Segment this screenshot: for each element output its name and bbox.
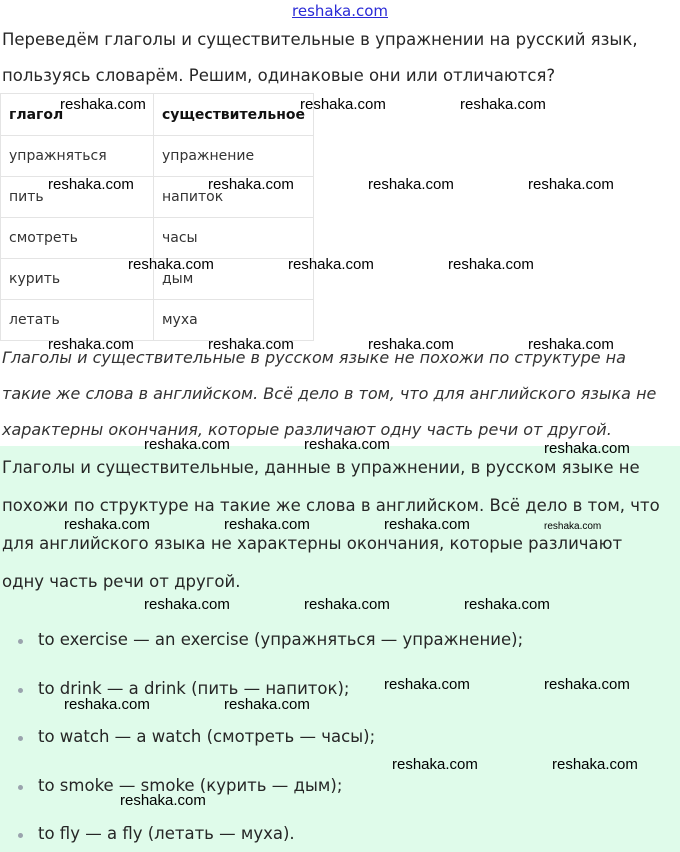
list-item: to watch — a watch (смотреть — часы);: [38, 727, 376, 746]
watermark: reshaka.com: [544, 521, 602, 532]
site-link[interactable]: reshaka.com: [292, 2, 388, 20]
table-row: [1, 136, 314, 177]
noun-cell: дым: [154, 259, 314, 300]
watermark: reshaka.com: [224, 696, 310, 713]
intro-line-1: Переведём глаголы и существительные в упражнении на русский язык,: [2, 30, 638, 49]
watermark: reshaka.com: [384, 676, 470, 693]
intro-line-2: пользуясь словарём. Решим, одинаковые они или отличаются?: [2, 66, 556, 85]
watermark: reshaka.com: [48, 176, 134, 193]
watermark: reshaka.com: [144, 436, 230, 453]
noun-cell: упражнение: [154, 136, 314, 177]
watermark: reshaka.com: [528, 336, 614, 353]
watermark: reshaka.com: [304, 436, 390, 453]
watermark: reshaka.com: [448, 256, 534, 273]
list-item: to exercise — an exercise (упражняться — упражнение);: [38, 630, 524, 649]
watermark: reshaka.com: [60, 96, 146, 113]
bullet-icon: [18, 639, 23, 644]
answer-line-2: похожи по структуре на такие же слова в английском. Всё дело в том, что: [2, 496, 660, 515]
italic-note-line-1: Глаголы и существительные в русском языке не похожи по структуре на: [2, 348, 626, 367]
answer-line-1: Глаголы и существительные, данные в упражнении, в русском языке не: [2, 458, 640, 477]
watermark: reshaka.com: [64, 696, 150, 713]
watermark: reshaka.com: [288, 256, 374, 273]
watermark: reshaka.com: [464, 596, 550, 613]
list-item: to fly — a fly (летать — муха).: [38, 824, 295, 843]
watermark: reshaka.com: [368, 336, 454, 353]
noun-cell: напиток: [154, 177, 314, 218]
bullet-icon: [18, 833, 23, 838]
watermark: reshaka.com: [368, 176, 454, 193]
table-row: [1, 300, 314, 341]
bullet-icon: [18, 736, 23, 741]
italic-note-line-2: такие же слова в английском. Всё дело в том, что для английского языка не: [2, 384, 657, 403]
verb-cell: упражняться: [1, 136, 154, 177]
watermark: reshaka.com: [120, 792, 206, 809]
bullet-icon: [18, 688, 23, 693]
watermark: reshaka.com: [144, 596, 230, 613]
answer-line-3: для английского языка не характерны окончания, которые различают: [2, 534, 623, 553]
answer-line-4: одну часть речи от другой.: [2, 572, 241, 591]
noun-cell: часы: [154, 218, 314, 259]
noun-cell: муха: [154, 300, 314, 341]
watermark: reshaka.com: [384, 516, 470, 533]
list-item: to drink — a drink (пить — напиток);: [38, 679, 350, 698]
watermark: reshaka.com: [64, 516, 150, 533]
watermark: reshaka.com: [392, 756, 478, 773]
table-header-row: [1, 94, 314, 136]
table-row: [1, 218, 314, 259]
verb-cell: смотреть: [1, 218, 154, 259]
watermark: reshaka.com: [300, 96, 386, 113]
watermark: reshaka.com: [460, 96, 546, 113]
watermark: reshaka.com: [544, 440, 630, 457]
watermark: reshaka.com: [48, 336, 134, 353]
italic-note-line-3: характерны окончания, которые различают одну часть речи от другой.: [2, 420, 612, 439]
verb-cell: летать: [1, 300, 154, 341]
watermark: reshaka.com: [224, 516, 310, 533]
translation-table: [0, 93, 314, 341]
watermark: reshaka.com: [208, 176, 294, 193]
list-item: to smoke — smoke (курить — дым);: [38, 776, 343, 795]
bullet-icon: [18, 785, 23, 790]
header-noun: существительное: [154, 94, 314, 136]
watermark: reshaka.com: [528, 176, 614, 193]
verb-cell: пить: [1, 177, 154, 218]
watermark: reshaka.com: [544, 676, 630, 693]
watermark: reshaka.com: [552, 756, 638, 773]
verb-cell: курить: [1, 259, 154, 300]
header-verb: глагол: [1, 94, 154, 136]
watermark: reshaka.com: [128, 256, 214, 273]
watermark: reshaka.com: [208, 336, 294, 353]
watermark: reshaka.com: [304, 596, 390, 613]
